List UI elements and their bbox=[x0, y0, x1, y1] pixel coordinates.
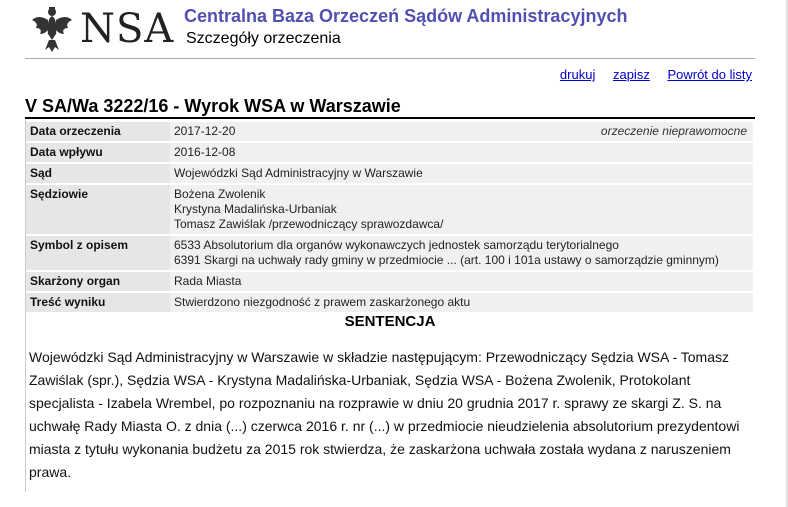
nsa-logo bbox=[30, 4, 175, 54]
logo-text: NSA bbox=[80, 6, 175, 52]
row-judges bbox=[26, 185, 753, 234]
court-value: Wojewódzki Sąd Administracyjny w Warszawie bbox=[170, 164, 753, 183]
row-court bbox=[26, 164, 753, 183]
symbol-item: 6533 Absolutorium dla organów wykonawczych jednostek samorządu terytorialnego bbox=[174, 238, 619, 252]
row-date bbox=[26, 122, 753, 141]
judge-name: Krystyna Madalińska-Urbaniak bbox=[174, 202, 337, 216]
court-label: Sąd bbox=[26, 164, 170, 183]
received-value: 2016-12-08 bbox=[170, 143, 753, 162]
judges-value bbox=[170, 185, 753, 234]
row-symbol bbox=[26, 236, 753, 270]
eagle-emblem-icon bbox=[30, 4, 74, 54]
status-text: orzeczenie nieprawomocne bbox=[600, 124, 747, 138]
page-header bbox=[0, 0, 788, 60]
date-value: 2017-12-20 bbox=[174, 124, 236, 138]
date-label: Data orzeczenia bbox=[26, 122, 170, 141]
result-value: Stwierdzono niezgodność z prawem zaskarżonego aktu bbox=[170, 293, 753, 312]
organ-label: Skarżony organ bbox=[26, 272, 170, 291]
judge-name: Bożena Zwolenik bbox=[174, 187, 266, 201]
symbol-item: 6391 Skargi na uchwały rady gminy w przedmiocie ... (art. 100 i 101a ustawy o samorządzie gminnym) bbox=[174, 253, 719, 267]
header-divider bbox=[25, 58, 755, 59]
row-result bbox=[26, 293, 753, 312]
title-divider bbox=[25, 117, 755, 119]
save-link[interactable]: zapisz bbox=[612, 67, 650, 82]
date-value-cell bbox=[170, 122, 753, 141]
row-received bbox=[26, 143, 753, 162]
judge-name: Tomasz Zawiślak /przewodniczący sprawozdawca/ bbox=[174, 217, 444, 231]
case-title: V SA/Wa 3222/16 - Wyrok WSA w Warszawie bbox=[25, 96, 401, 116]
result-label: Treść wyniku bbox=[26, 293, 170, 312]
organ-value: Rada Miasta bbox=[170, 272, 753, 291]
action-links bbox=[546, 67, 752, 82]
symbol-label: Symbol z opisem bbox=[26, 236, 170, 270]
page-subtitle: Szczegóły orzeczenia bbox=[186, 30, 341, 47]
sentencja-heading: SENTENCJA bbox=[344, 313, 436, 330]
judges-label: Sędziowie bbox=[26, 185, 170, 234]
sentencja-text: Wojewódzki Sąd Administracyjny w Warszawie w składzie następującym: Przewodniczący Sędzia WSA - Tomasz Zawiślak (spr.), Sędzia WSA - Krystyna Madalińska-Urbaniak, Sędzia WSA - Bożena Zwolenik, Protokolant specjalista - Izabela Wrembel, po rozpoznaniu na rozprawie w dniu 20 grudnia 2017 r. sprawy ze skargi Z. S. na uchwałę Rady Miasta O. z dnia (...) czerwca 2016 r. nr (...) w przedmiocie nieudzielenia absolutorium prezydentowi miasta z tytułu wykonania budżetu za 2015 rok stwierdza, że zaskarżona uchwała została wydana z naruszeniem prawa. bbox=[29, 349, 740, 480]
case-details-table bbox=[26, 120, 753, 314]
row-organ bbox=[26, 272, 753, 291]
back-to-list-link[interactable]: Powrót do listy bbox=[667, 67, 752, 82]
symbol-value bbox=[170, 236, 753, 270]
print-link[interactable]: drukuj bbox=[559, 67, 596, 82]
app-title: Centralna Baza Orzeczeń Sądów Administracyjnych bbox=[184, 6, 628, 26]
received-label: Data wpływu bbox=[26, 143, 170, 162]
